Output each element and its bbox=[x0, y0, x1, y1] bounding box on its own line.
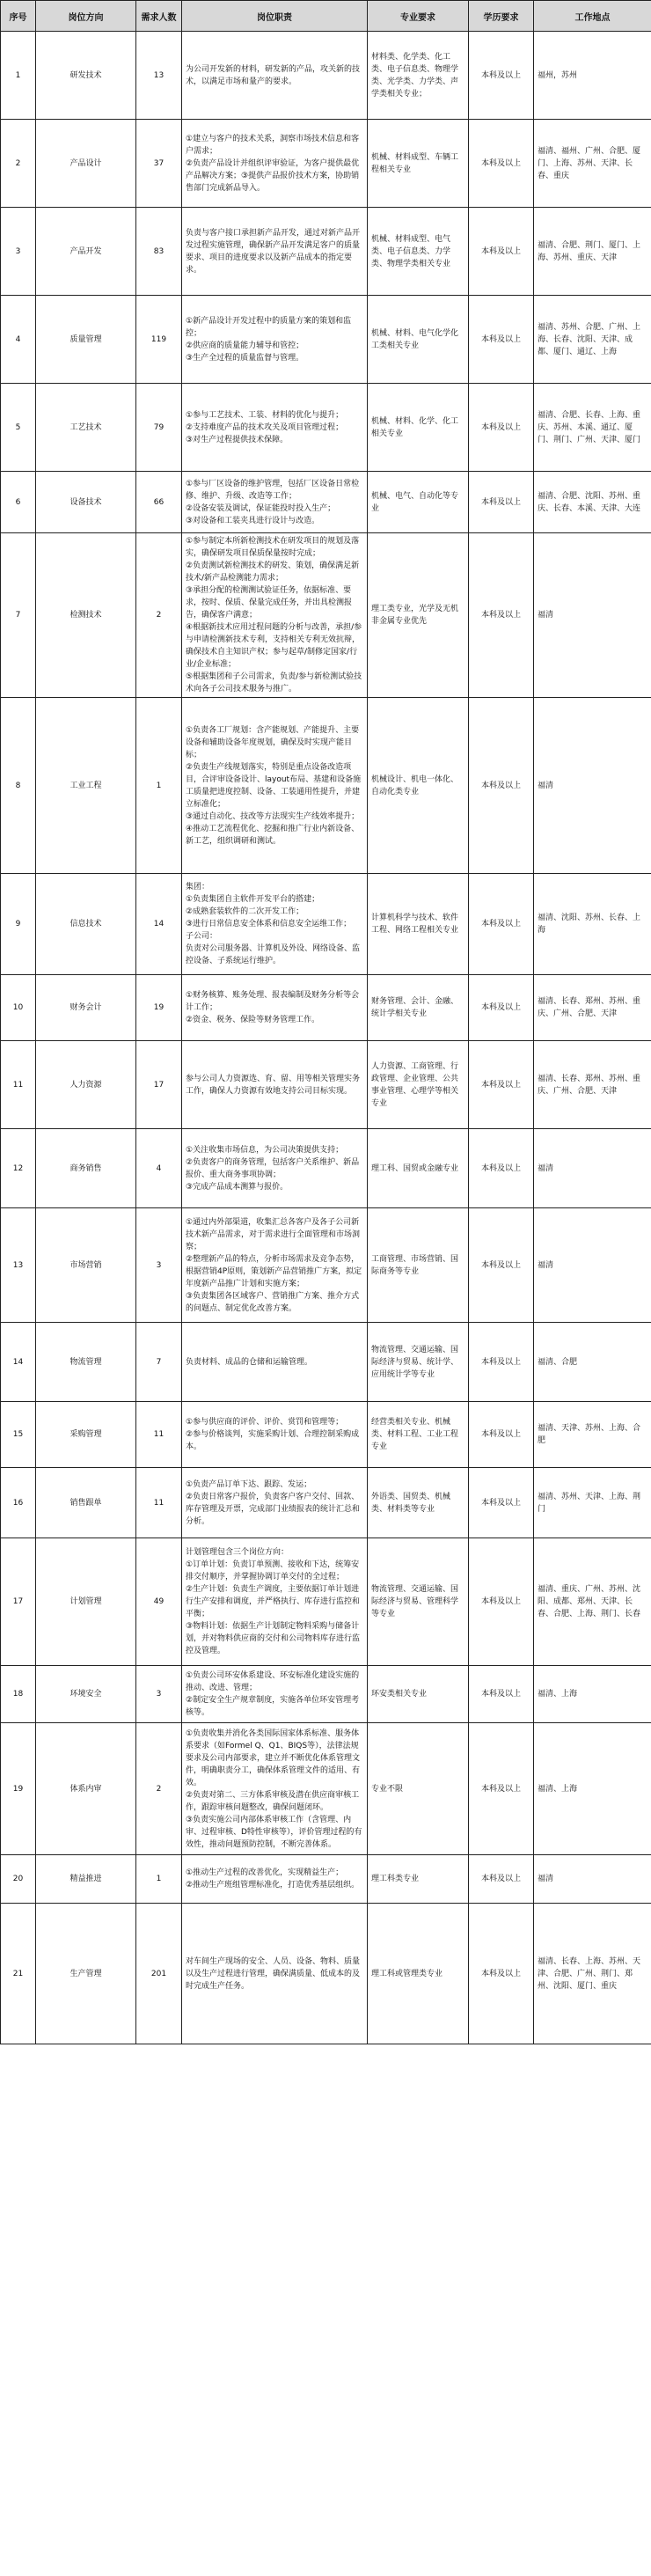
cell-no: 3 bbox=[1, 208, 36, 296]
duty-line: ③承担分配的检测测试验证任务，依据标准、要求，按时、保质、保量完成任务，并出具检测报告，确保客户满意； bbox=[186, 586, 353, 620]
cell-education: 本科及以上 bbox=[469, 32, 534, 120]
cell-count: 11 bbox=[136, 1402, 182, 1468]
cell-count: 13 bbox=[136, 32, 182, 120]
duty-line: ③负责实施公司内部体系审核工作（含管理、内审、过程审核、D特性审核等），评价管理过程的有效性，推动问题预防控制，不断完善体系。 bbox=[186, 1815, 362, 1849]
table-row bbox=[1, 1538, 651, 1666]
cell-location: 福州，苏州 bbox=[534, 32, 651, 120]
header-direction: 岗位方向 bbox=[36, 1, 136, 32]
cell-education: 本科及以上 bbox=[469, 1538, 534, 1666]
cell-location: 福清、合肥 bbox=[534, 1323, 651, 1402]
cell-location: 福清 bbox=[534, 1855, 651, 1904]
cell-education: 本科及以上 bbox=[469, 1041, 534, 1129]
cell-direction: 质量管理 bbox=[36, 296, 136, 384]
cell-count: 66 bbox=[136, 472, 182, 533]
cell-education: 本科及以上 bbox=[469, 1208, 534, 1323]
duty-line: ①负责集团自主软件开发平台的搭建； bbox=[186, 895, 320, 904]
cell-major: 机械设计、机电一体化、自动化类专业 bbox=[368, 698, 469, 874]
cell-no: 11 bbox=[1, 1041, 36, 1129]
table-row bbox=[1, 384, 651, 472]
cell-duties bbox=[182, 1468, 368, 1538]
duty-line: ①参与制定本所新检测技术在研发项目的规划及落实，确保研发项目保质保量按时完成； bbox=[186, 537, 360, 558]
cell-direction: 采购管理 bbox=[36, 1402, 136, 1468]
table-row bbox=[1, 1855, 651, 1904]
duty-line: 集团： bbox=[186, 883, 210, 892]
duty-line: ③完成产品成本测算与报价。 bbox=[186, 1182, 289, 1192]
cell-major: 人力资源、工商管理、行政管理、企业管理、公共事业管理、心理学等相关专业 bbox=[368, 1041, 469, 1129]
cell-no: 14 bbox=[1, 1323, 36, 1402]
cell-location: 福清 bbox=[534, 533, 651, 698]
cell-no: 15 bbox=[1, 1402, 36, 1468]
cell-no: 20 bbox=[1, 1855, 36, 1904]
cell-count: 11 bbox=[136, 1468, 182, 1538]
duty-line: 负责对公司服务器、计算机及外设、网络设备、监控设备、子系统运行维护。 bbox=[186, 944, 361, 965]
cell-location: 福清 bbox=[534, 1129, 651, 1208]
cell-no: 13 bbox=[1, 1208, 36, 1323]
cell-education: 本科及以上 bbox=[469, 1723, 534, 1855]
cell-direction: 信息技术 bbox=[36, 874, 136, 975]
cell-direction: 产品设计 bbox=[36, 120, 136, 208]
cell-major: 理工科或管理类专业 bbox=[368, 1904, 469, 2044]
cell-direction: 市场营销 bbox=[36, 1208, 136, 1323]
cell-count: 37 bbox=[136, 120, 182, 208]
duty-line: ①订单计划：负责订单预测、接收和下达，统筹安排交付顺序，并掌握协调订单交付的全过程； bbox=[186, 1560, 360, 1582]
cell-direction: 研发技术 bbox=[36, 32, 136, 120]
cell-location: 福清、福州、广州、合肥、厦门、上海、苏州、天津、长春、重庆 bbox=[534, 120, 651, 208]
cell-duties bbox=[182, 533, 368, 698]
duty-line: ③对生产过程提供技术保障。 bbox=[186, 435, 289, 444]
cell-count: 49 bbox=[136, 1538, 182, 1666]
cell-education: 本科及以上 bbox=[469, 1402, 534, 1468]
cell-location: 福清、合肥、沈阳、苏州、重庆、长春、本溪、天津、大连 bbox=[534, 472, 651, 533]
cell-no: 18 bbox=[1, 1666, 36, 1723]
cell-location: 福清、苏州、合肥、广州、上海、长春、沈阳、天津、成都、厦门、通辽、上海 bbox=[534, 296, 651, 384]
cell-duties bbox=[182, 1402, 368, 1468]
cell-no: 2 bbox=[1, 120, 36, 208]
cell-location: 福清、上海 bbox=[534, 1723, 651, 1855]
header-count: 需求人数 bbox=[136, 1, 182, 32]
cell-direction: 检测技术 bbox=[36, 533, 136, 698]
cell-location: 福清、长春、郑州、苏州、重庆、广州、合肥、天津 bbox=[534, 975, 651, 1041]
table-row bbox=[1, 1041, 651, 1129]
duty-line: ④根据新技术应用过程问题的分析与改善，承担/参与申请检测新技术专利，支持相关专利无效抗辩，确保技术自主知识产权；参与起草/制修定国家/行业/企业标准； bbox=[186, 623, 362, 669]
cell-duties bbox=[182, 296, 368, 384]
duty-line: ②推动生产班组管理标准化，打造优秀基层组织。 bbox=[186, 1881, 360, 1890]
cell-direction: 生产管理 bbox=[36, 1904, 136, 2044]
cell-education: 本科及以上 bbox=[469, 1323, 534, 1402]
cell-no: 1 bbox=[1, 32, 36, 120]
cell-education: 本科及以上 bbox=[469, 296, 534, 384]
cell-count: 4 bbox=[136, 1129, 182, 1208]
cell-no: 19 bbox=[1, 1723, 36, 1855]
cell-major: 财务管理、会计、金融、统计学相关专业 bbox=[368, 975, 469, 1041]
cell-duties bbox=[182, 698, 368, 874]
cell-duties bbox=[182, 1904, 368, 2044]
duty-line: ②负责客户的商务管理，包括客户关系维护、新品报价、重大商务事项协调； bbox=[186, 1157, 360, 1179]
cell-major: 外语类、国贸类、机械类、材料类等专业 bbox=[368, 1468, 469, 1538]
cell-major: 机械、材料、电气化学化工类相关专业 bbox=[368, 296, 469, 384]
cell-duties bbox=[182, 208, 368, 296]
cell-duties bbox=[182, 32, 368, 120]
duty-line: ⑤根据集团和子公司需求，负责/参与新检测试验技术向各子公司技术服务与推广。 bbox=[186, 672, 362, 694]
cell-count: 1 bbox=[136, 698, 182, 874]
cell-duties bbox=[182, 1723, 368, 1855]
cell-direction: 设备技术 bbox=[36, 472, 136, 533]
header-education: 学历要求 bbox=[469, 1, 534, 32]
duty-line: ①建立与客户的技术关系，洞察市场技术信息和客户需求； bbox=[186, 134, 360, 156]
table-row bbox=[1, 1904, 651, 2044]
table-row bbox=[1, 472, 651, 533]
cell-no: 9 bbox=[1, 874, 36, 975]
cell-major: 经营类相关专业、机械类、材料工程、工业工程专业 bbox=[368, 1402, 469, 1468]
cell-education: 本科及以上 bbox=[469, 120, 534, 208]
cell-duties bbox=[182, 1041, 368, 1129]
cell-no: 10 bbox=[1, 975, 36, 1041]
duty-line: ②负责产品设计并组织评审验证，为客户提供最优产品解决方案；③提供产品报价技术方案，协助销售部门完成新品导入。 bbox=[186, 158, 360, 193]
cell-count: 2 bbox=[136, 1723, 182, 1855]
cell-direction: 销售跟单 bbox=[36, 1468, 136, 1538]
duty-line: ②生产计划：负责生产调度，主要依据订单计划进行生产安排和调度，并严格执行、库存进行监控和平衡； bbox=[186, 1585, 361, 1618]
duty-line: ③通过自动化、技改等方法现实生产线效率提升； bbox=[186, 811, 360, 821]
duty-line: ②负责生产线规划落实，特别是重点设备改造项目，合评审设备设计、layout布局、基建和设备施工质量把进度控制、设备、工装通用性提升，并建立标准化； bbox=[186, 762, 362, 809]
cell-location: 福清、重庆、广州、苏州、沈阳、成都、郑州、天津、长春、合肥、上海、荆门、长春 bbox=[534, 1538, 651, 1666]
cell-count: 3 bbox=[136, 1666, 182, 1723]
duty-line: ②成熟套装软件的二次开发工作； bbox=[186, 907, 304, 916]
cell-no: 17 bbox=[1, 1538, 36, 1666]
duty-line: ①参与厂区设备的维护管理，包括厂区设备日常检修、维护、升级、改造等工作； bbox=[186, 479, 360, 501]
cell-location: 福清 bbox=[534, 698, 651, 874]
duty-line: ③进行日常信息安全体系和信息安全运维工作； bbox=[186, 920, 352, 928]
cell-count: 79 bbox=[136, 384, 182, 472]
duty-line: ②制定安全生产规章制度，实施各单位环安管理考核等。 bbox=[186, 1696, 360, 1717]
duty-line: 计划管理包含三个岗位方向： bbox=[186, 1548, 289, 1557]
duty-line: ②整理新产品的特点，分析市场需求及竞争态势，根据营销4P原则，策划新产品营销推广方案，拟定年度新产品推广计划和实施方案； bbox=[186, 1254, 362, 1288]
table-row bbox=[1, 698, 651, 874]
cell-direction: 工艺技术 bbox=[36, 384, 136, 472]
cell-major: 理工科、国贸或金融专业 bbox=[368, 1129, 469, 1208]
duty-line: ①推动生产过程的改善优化，实现精益生产； bbox=[186, 1868, 344, 1877]
duty-line: ②支持难度产品的技术攻关及项目管理过程； bbox=[186, 422, 344, 432]
cell-location: 福清、合肥、长春、上海、重庆、苏州、本溪、通辽、厦门、荆门、广州、天津、厦门 bbox=[534, 384, 651, 472]
table-row bbox=[1, 120, 651, 208]
duty-line: ①负责产品订单下达、跟踪、发运； bbox=[186, 1479, 312, 1489]
table-row bbox=[1, 1208, 651, 1323]
cell-duties bbox=[182, 384, 368, 472]
table-row bbox=[1, 1723, 651, 1855]
cell-duties bbox=[182, 975, 368, 1041]
table-row bbox=[1, 1666, 651, 1723]
cell-direction: 环境安全 bbox=[36, 1666, 136, 1723]
cell-no: 12 bbox=[1, 1129, 36, 1208]
header-duties: 岗位职责 bbox=[182, 1, 368, 32]
cell-major: 理工类专业，光学及无机非金属专业优先 bbox=[368, 533, 469, 698]
duty-line: ②负责测试新检测技术的研发、策划，确保满足新技术/新产品检测能力需求； bbox=[186, 561, 360, 583]
cell-location: 福清、苏州、天津、上海、荆门 bbox=[534, 1468, 651, 1538]
cell-count: 7 bbox=[136, 1323, 182, 1402]
cell-direction: 体系内审 bbox=[36, 1723, 136, 1855]
cell-education: 本科及以上 bbox=[469, 1904, 534, 2044]
cell-major: 机械、材料成型、电气类、电子信息类、力学类、物理学类相关专业 bbox=[368, 208, 469, 296]
cell-education: 本科及以上 bbox=[469, 975, 534, 1041]
cell-major: 机械、电气、自动化等专业 bbox=[368, 472, 469, 533]
duty-line: 负责材料、成品的仓储和运输管理。 bbox=[186, 1357, 313, 1367]
cell-no: 7 bbox=[1, 533, 36, 698]
cell-major: 物流管理、交通运输、国际经济与贸易、统计学、应用统计学等专业 bbox=[368, 1323, 469, 1402]
duty-line: ①新产品设计开发过程中的质量方案的策划和监控； bbox=[186, 316, 352, 338]
duty-line: ①负责公司环安体系建设、环安标准化建设实施的推动、改进、管理； bbox=[186, 1671, 360, 1692]
duty-line: ③生产全过程的质量监督与管理。 bbox=[186, 353, 304, 363]
cell-no: 16 bbox=[1, 1468, 36, 1538]
table-body bbox=[1, 32, 651, 2044]
duty-line: ②参与价格谈判，实施采购计划、合理控制采购成本。 bbox=[186, 1430, 360, 1451]
duty-line: ②设备安装及调试，保证能投时投入生产； bbox=[186, 503, 336, 513]
cell-education: 本科及以上 bbox=[469, 533, 534, 698]
cell-count: 19 bbox=[136, 975, 182, 1041]
duty-line: ④推动工艺流程优化、挖掘和推广行业内新设备、新工艺，组织调研和测试。 bbox=[186, 824, 360, 846]
table-row bbox=[1, 1129, 651, 1208]
cell-location: 福清、合肥、荆门、厦门、上海、苏州、重庆、天津 bbox=[534, 208, 651, 296]
cell-no: 6 bbox=[1, 472, 36, 533]
cell-education: 本科及以上 bbox=[469, 1855, 534, 1904]
duty-line: 为公司开发新的材料，研发新的产品，攻关新的技术，以满足市场和量产的要求。 bbox=[186, 64, 361, 86]
cell-no: 8 bbox=[1, 698, 36, 874]
cell-education: 本科及以上 bbox=[469, 874, 534, 975]
duty-line: ①负责收集并消化各类国际国家体系标准、服务体系要求（如Formel Q、Q1、BIQS等），法律法规要求及公司内部要求，建立并不断优化体系管理文件，明确职责分工，确保体系管理文件的适用、有效。 bbox=[186, 1728, 361, 1787]
cell-duties bbox=[182, 1666, 368, 1723]
duty-line: 参与公司人力资源选、育、留、用等相关管理实务工作，确保人力资源有效地支持公司目标实现。 bbox=[186, 1074, 361, 1096]
duty-line: ③负责集团各区域客户、营销推广方案、推介方式的问题点、制定优化改善方案。 bbox=[186, 1291, 360, 1313]
cell-education: 本科及以上 bbox=[469, 1468, 534, 1538]
duty-line: ③物料计划：依据生产计划制定物料采购与储备计划，并对物料供应商的交付和公司物料库存进行监控及管理。 bbox=[186, 1622, 361, 1655]
cell-education: 本科及以上 bbox=[469, 384, 534, 472]
cell-major: 计算机科学与技术、软件工程、网络工程相关专业 bbox=[368, 874, 469, 975]
cell-count: 201 bbox=[136, 1904, 182, 2044]
duty-line: ②供应商的质量能力辅导和管控； bbox=[186, 341, 304, 350]
cell-direction: 人力资源 bbox=[36, 1041, 136, 1129]
cell-major: 机械、材料、化学、化工相关专业 bbox=[368, 384, 469, 472]
cell-major: 工商管理、市场营销、国际商务等专业 bbox=[368, 1208, 469, 1323]
cell-no: 21 bbox=[1, 1904, 36, 2044]
table-row bbox=[1, 975, 651, 1041]
duty-line: ②负责对第二、三方体系审核及潜在供应商审核工作，跟踪审核问题整改，确保问题闭环。 bbox=[186, 1790, 360, 1812]
table-row bbox=[1, 1402, 651, 1468]
table-row bbox=[1, 296, 651, 384]
cell-location: 福清、长春、郑州、苏州、重庆、广州、合肥、天津 bbox=[534, 1041, 651, 1129]
cell-count: 3 bbox=[136, 1208, 182, 1323]
cell-education: 本科及以上 bbox=[469, 698, 534, 874]
cell-direction: 产品开发 bbox=[36, 208, 136, 296]
cell-major: 材料类、化学类、化工类、电子信息类、物理学类、光学类、力学类、声学类相关专业； bbox=[368, 32, 469, 120]
duty-line: ①参与工艺技术、工装、材料的优化与提升； bbox=[186, 410, 344, 420]
cell-count: 14 bbox=[136, 874, 182, 975]
duty-line: ①通过内外部渠道，收集汇总各客户及各子公司新技术新产品需求，对于需求进行全面管理和市场洞察； bbox=[186, 1217, 361, 1251]
duty-line: ①财务核算、账务处理、报表编制及财务分析等会计工作； bbox=[186, 991, 360, 1012]
cell-duties bbox=[182, 874, 368, 975]
cell-major: 物流管理、交通运输、国际经济与贸易、管理科学等专业 bbox=[368, 1538, 469, 1666]
cell-direction: 工业工程 bbox=[36, 698, 136, 874]
cell-major: 专业不限 bbox=[368, 1723, 469, 1855]
cell-duties bbox=[182, 1855, 368, 1904]
cell-direction: 财务会计 bbox=[36, 975, 136, 1041]
duty-line: 子公司： bbox=[186, 932, 218, 941]
cell-location: 福清、上海 bbox=[534, 1666, 651, 1723]
header-row bbox=[1, 1, 651, 32]
cell-duties bbox=[182, 120, 368, 208]
cell-duties bbox=[182, 1538, 368, 1666]
cell-direction: 计划管理 bbox=[36, 1538, 136, 1666]
cell-no: 5 bbox=[1, 384, 36, 472]
cell-duties bbox=[182, 1208, 368, 1323]
cell-major: 机械、材料成型、车辆工程相关专业 bbox=[368, 120, 469, 208]
cell-education: 本科及以上 bbox=[469, 208, 534, 296]
table-row bbox=[1, 1468, 651, 1538]
cell-location: 福清、沈阳、苏州、长春、上海 bbox=[534, 874, 651, 975]
duty-line: ①负责各工厂规划：含产能规划、产能提升、主要设备和辅助设备年度规划，确保及时实现产能目标； bbox=[186, 725, 360, 760]
cell-count: 119 bbox=[136, 296, 182, 384]
cell-count: 1 bbox=[136, 1855, 182, 1904]
cell-location: 福清、长春、上海、苏州、天津、合肥、广州、荆门、郑州、沈阳、厦门、重庆 bbox=[534, 1904, 651, 2044]
cell-count: 17 bbox=[136, 1041, 182, 1129]
cell-direction: 物流管理 bbox=[36, 1323, 136, 1402]
duty-line: ②资金、税务、保险等财务管理工作。 bbox=[186, 1016, 320, 1024]
cell-education: 本科及以上 bbox=[469, 472, 534, 533]
cell-direction: 商务销售 bbox=[36, 1129, 136, 1208]
cell-duties bbox=[182, 472, 368, 533]
cell-major: 环安类相关专业 bbox=[368, 1666, 469, 1723]
cell-duties bbox=[182, 1323, 368, 1402]
header-no: 序号 bbox=[1, 1, 36, 32]
cell-direction: 精益推进 bbox=[36, 1855, 136, 1904]
cell-duties bbox=[182, 1129, 368, 1208]
duty-line: ②负责日常客户报价，负责客户客户交付、回款、库存管理及开票，完成部门业绩报表的统计汇总和分析。 bbox=[186, 1492, 361, 1526]
duty-line: ③对设备和工装夹具进行设计与改造。 bbox=[186, 516, 320, 525]
table-row bbox=[1, 1323, 651, 1402]
cell-education: 本科及以上 bbox=[469, 1129, 534, 1208]
cell-count: 2 bbox=[136, 533, 182, 698]
cell-location: 福清 bbox=[534, 1208, 651, 1323]
cell-no: 4 bbox=[1, 296, 36, 384]
cell-count: 83 bbox=[136, 208, 182, 296]
duty-line: 对车间生产现场的安全、人员、设备、物料、质量以及生产过程进行管理，确保满质量、低成本的及时完成生产任务。 bbox=[186, 1956, 361, 1991]
cell-location: 福清、天津、苏州、上海、合肥 bbox=[534, 1402, 651, 1468]
table-row bbox=[1, 533, 651, 698]
header-major: 专业要求 bbox=[368, 1, 469, 32]
duty-line: ①参与供应商的评价、评价、赏罚和管理等； bbox=[186, 1418, 344, 1427]
duty-line: ①关注收集市场信息，为公司决策提供支持； bbox=[186, 1145, 344, 1155]
table-row bbox=[1, 208, 651, 296]
table-row bbox=[1, 874, 651, 975]
header-location: 工作地点 bbox=[534, 1, 651, 32]
cell-major: 理工科类专业 bbox=[368, 1855, 469, 1904]
duty-line: 负责与客户接口承担新产品开发，通过对新产品开发过程实施管理，确保新产品开发满足客户的质量要求、项目的进度要求以及新产品成本的指定要求。 bbox=[186, 228, 361, 275]
table-row bbox=[1, 32, 651, 120]
cell-education: 本科及以上 bbox=[469, 1666, 534, 1723]
